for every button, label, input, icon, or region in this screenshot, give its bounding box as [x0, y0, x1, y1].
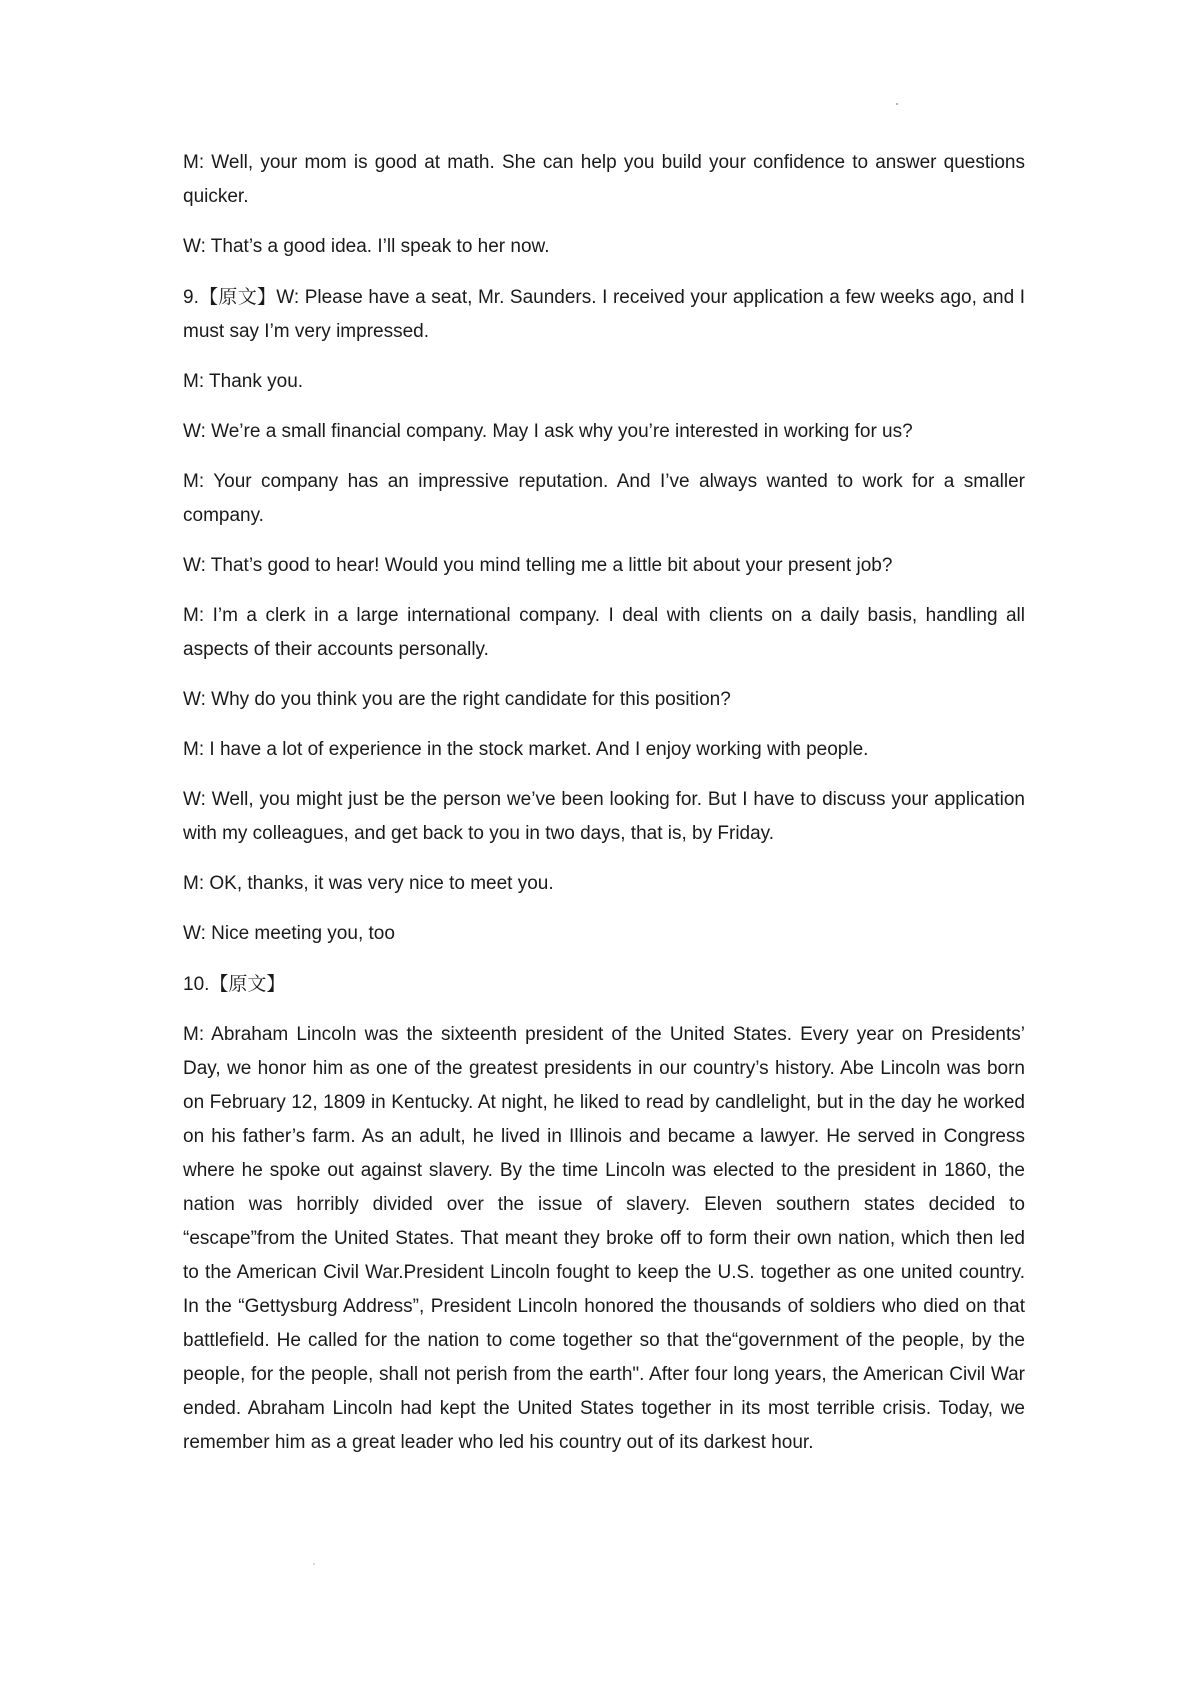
line-text: M: Thank you.: [183, 371, 304, 392]
line-text: W: That’s a good idea. I’ll speak to her now.: [183, 236, 550, 257]
dialogue-line: [183, 867, 1025, 901]
line-text: M: I’m a clerk in a large international company. I deal with clients on a daily basis, handling all aspects of their accounts personally.: [183, 605, 1025, 660]
dialogue-line: [183, 146, 1025, 214]
transcript-body: [183, 146, 1025, 1476]
passage-text: M: Abraham Lincoln was the sixteenth president of the United States. Every year on Presidents’ Day, we honor him as one of the greatest presidents in our country’s history. Abe Lincoln was born on February 12, 1809 in Kentucky. At night, he liked to read by candlelight, but in the day he worked on his father’s farm. As an adult, he lived in Illinois and became a lawyer. He served in Congress where he spoke out against slavery. By the time Lincoln was elected to the president in 1860, the nation was horribly divided over the issue of slavery. Eleven southern states decided to “escape”from the United States. That meant they broke off to form their own nation, which then led to the American Civil War.President Lincoln fought to keep the U.S. together as one united country. In the “Gettysburg Address”, President Lincoln honored the thousands of soldiers who died on that battlefield. He called for the nation to come together so that the“government of the people, by the people, for the people, shall not perish from the earth". After four long years, the American Civil War ended. Abraham Lincoln had kept the United States together in its most terrible crisis. Today, we remember him as a great leader who led his country out of its darkest hour.: [183, 1024, 1025, 1453]
dialogue-line: [183, 733, 1025, 767]
line-text: W: That’s good to hear! Would you mind telling me a little bit about your present job?: [183, 555, 893, 576]
dialogue-line: [183, 549, 1025, 583]
line-text: W: Please have a seat, Mr. Saunders. I received your application a few weeks ago, and I must say I’m very impressed.: [183, 287, 1025, 342]
scan-speck: [896, 103, 898, 105]
question-10-heading: [183, 967, 1025, 1002]
line-text: W: We’re a small financial company. May I ask why you’re interested in working for us?: [183, 421, 913, 442]
line-text: M: Well, your mom is good at math. She can help you build your confidence to answer questions quicker.: [183, 152, 1025, 207]
dialogue-line: [183, 917, 1025, 951]
question-number: 9.: [183, 287, 199, 308]
line-text: M: I have a lot of experience in the stock market. And I enjoy working with people.: [183, 739, 869, 760]
dialogue-line: [183, 465, 1025, 533]
line-text: M: Your company has an impressive reputation. And I’ve always wanted to work for a smaller company.: [183, 471, 1025, 526]
dialogue-line: [183, 365, 1025, 399]
dialogue-line: [183, 415, 1025, 449]
question-9-transcript: [183, 280, 1025, 349]
dialogue-line: [183, 599, 1025, 667]
original-text-tag: 【原文】: [198, 286, 277, 308]
original-text-tag: 【原文】: [209, 973, 286, 995]
line-text: W: Nice meeting you, too: [183, 923, 395, 944]
line-text: M: OK, thanks, it was very nice to meet you.: [183, 873, 554, 894]
dialogue-line: [183, 683, 1025, 717]
dialogue-line: [183, 230, 1025, 264]
question-number: 10.: [183, 974, 210, 995]
monologue-passage: [183, 1018, 1025, 1460]
dialogue-line: [183, 783, 1025, 851]
line-text: W: Why do you think you are the right candidate for this position?: [183, 689, 731, 710]
scan-speck: [313, 1563, 315, 1565]
line-text: W: Well, you might just be the person we’ve been looking for. But I have to discuss your application with my colleagues, and get back to you in two days, that is, by Friday.: [183, 789, 1025, 844]
